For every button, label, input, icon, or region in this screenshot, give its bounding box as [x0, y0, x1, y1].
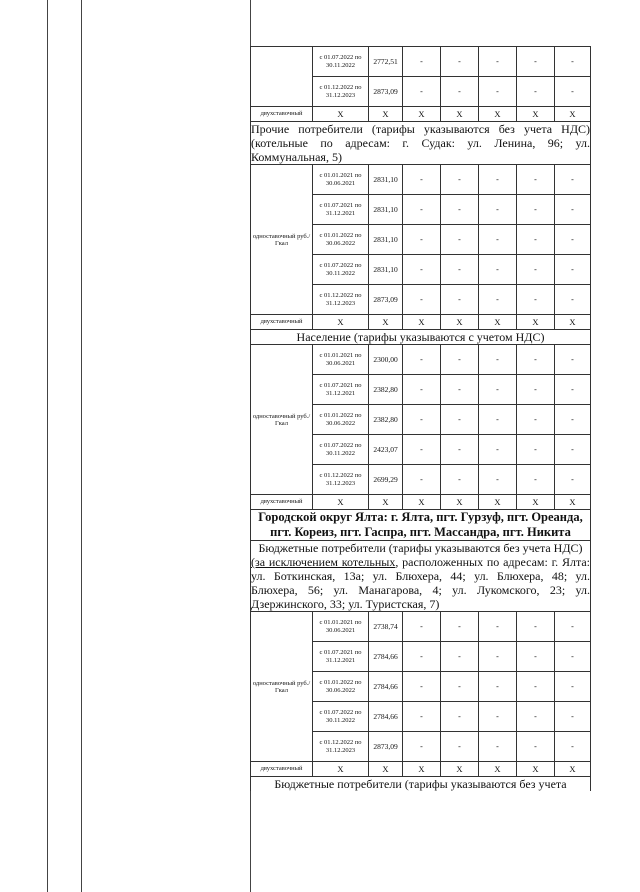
table-row: с 01.07.2022 по 30.11.2022 2423,07 - - - - - [251, 435, 591, 465]
tariff-value: 2300,00 [369, 345, 403, 375]
table-row: одноставочный руб./Гкал с 01.01.2021 по 30.06.2021 2831,10 - - - - - [251, 165, 591, 195]
tariff-value: 2784,66 [369, 642, 403, 672]
left-border-line-1 [47, 0, 48, 892]
budget-consumers-title: Бюджетные потребители (тарифы указываются без учета НДС) [258, 541, 583, 555]
tariff-value: 2784,66 [369, 702, 403, 732]
table-row: с 01.01.2022 по 30.06.2022 2784,66 - - - - - [251, 672, 591, 702]
section-heading-population: Население (тарифы указываются с учетом НДС) [251, 330, 591, 345]
one-part-rate-label: одноставочный руб./Гкал [251, 345, 313, 495]
left-border-line-2 [81, 0, 82, 892]
table-row: одноставочный руб./Гкал с 01.01.2021 по 30.06.2021 2300,00 - - - - - [251, 345, 591, 375]
tariff-table [250, 46, 591, 791]
tariff-value: 2382,80 [369, 405, 403, 435]
table-row: с 01.12.2022 по 31.12.2023 2873,09 - - - - - [251, 77, 591, 107]
tariff-value: 2831,10 [369, 225, 403, 255]
tariff-value: 2738,74 [369, 612, 403, 642]
tariff-value: 2873,09 [369, 77, 403, 107]
table-row: двухставочный Х Х Х Х Х Х Х [251, 495, 591, 510]
table-row: с 01.07.2021 по 31.12.2021 2831,10 - - - - - [251, 195, 591, 225]
excluded-boilers-note: (за исключением котельных, расположенных по адресам: г. Ялта: ул. Боткинская, 13а; ул. Блюхера, 44; ул. Блюхера, 48; ул. Блюхера, 56; ул. Манагарова, 4; ул. Лукомского, 23; ул. Дзержинского, 33; ул. Туристская, 7) [251, 555, 590, 611]
table-row: с 01.07.2022 по 30.11.2022 2772,51 - - - - - [251, 47, 591, 77]
tariff-value: 2772,51 [369, 47, 403, 77]
section-heading-budget-consumers [251, 541, 591, 612]
district-heading-yalta: Городской округ Ялта: г. Ялта, пгт. Гурзуф, пгт. Ореанда, пгт. Кореиз, пгт. Гаспра, пгт. Массандра, пгт. Никита [251, 510, 591, 541]
section-heading-budget-consumers-2: Бюджетные потребители (тарифы указываются без учета [251, 777, 591, 792]
tariff-value: 2831,10 [369, 195, 403, 225]
one-part-rate-label: одноставочный руб./Гкал [251, 612, 313, 762]
tariff-value: 2873,09 [369, 285, 403, 315]
two-part-rate-label: двухставочный [251, 495, 313, 510]
tariff-value: 2873,09 [369, 732, 403, 762]
tariff-value: 2784,66 [369, 672, 403, 702]
table-row: с 01.01.2022 по 30.06.2022 2382,80 - - - - - [251, 405, 591, 435]
table-row: с 01.12.2022 по 31.12.2023 2873,09 - - - - - [251, 732, 591, 762]
table-row: двухставочный Х Х Х Х Х Х Х [251, 107, 591, 122]
table-row: одноставочный руб./Гкал с 01.01.2021 по 30.06.2021 2738,74 - - - - - [251, 612, 591, 642]
table-row: с 01.07.2022 по 30.11.2022 2831,10 - - - - - [251, 255, 591, 285]
tariff-value: 2423,07 [369, 435, 403, 465]
section-heading-other-consumers: Прочие потребители (тарифы указываются без учета НДС) (котельные по адресам: г. Судак: ул. Ленина, 96; ул. Коммунальная, 5) [251, 122, 590, 164]
one-part-rate-label: одноставочный руб./Гкал [251, 165, 313, 315]
tariff-value: 2382,80 [369, 375, 403, 405]
table-row: с 01.07.2022 по 30.11.2022 2784,66 - - - - - [251, 702, 591, 732]
two-part-rate-label: двухставочный [251, 315, 313, 330]
rate-type-cell [251, 47, 313, 107]
tariff-value: 2831,10 [369, 255, 403, 285]
period-cell: с 01.07.2022 по 30.11.2022 [313, 47, 369, 77]
table-row: с 01.07.2021 по 31.12.2021 2784,66 - - - - - [251, 642, 591, 672]
two-part-rate-label: двухставочный [251, 107, 313, 122]
table-row: двухставочный Х Х Х Х Х Х Х [251, 315, 591, 330]
tariff-value: 2699,29 [369, 465, 403, 495]
period-cell: с 01.12.2022 по 31.12.2023 [313, 77, 369, 107]
table-row: двухставочный Х Х Х Х Х Х Х [251, 762, 591, 777]
tariff-value: 2831,10 [369, 165, 403, 195]
table-row: с 01.12.2022 по 31.12.2023 2699,29 - - - - - [251, 465, 591, 495]
table-row: с 01.07.2021 по 31.12.2021 2382,80 - - - - - [251, 375, 591, 405]
table-row: с 01.01.2022 по 30.06.2022 2831,10 - - - - - [251, 225, 591, 255]
two-part-rate-label: двухставочный [251, 762, 313, 777]
table-row: с 01.12.2022 по 31.12.2023 2873,09 - - - - - [251, 285, 591, 315]
